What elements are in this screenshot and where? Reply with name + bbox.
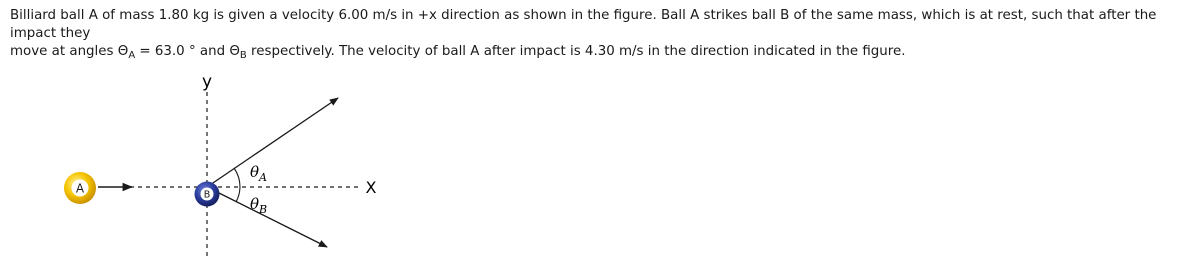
ball-b xyxy=(195,182,220,207)
theta-a-label xyxy=(250,163,267,184)
x-axis-label: X xyxy=(365,178,377,197)
theta-b-label-sub: B xyxy=(259,203,268,216)
angle-a-value: = 63.0 ° and xyxy=(135,44,230,59)
y-axis-label: y xyxy=(201,72,213,92)
theta-b-subscript: B xyxy=(239,50,247,61)
ball-a-label: A xyxy=(75,181,85,196)
ball-b-label: B xyxy=(203,189,211,201)
ball-a-exit-arrow xyxy=(207,98,338,187)
theta-b-label xyxy=(250,195,267,216)
theta-b-glyph: θ xyxy=(250,195,260,213)
ball-b-exit-arrow xyxy=(207,187,327,247)
theta-b-symbol: Θ xyxy=(229,44,240,59)
theta-a-arc xyxy=(234,168,240,187)
ball-a xyxy=(64,172,96,204)
problem-line-2-end: respectively. The velocity of ball A after impact is 4.30 m/s in the direction indicated in the figure. xyxy=(246,44,906,59)
problem-line-2-start: move at angles xyxy=(10,44,118,59)
theta-a-label-sub: A xyxy=(259,171,267,184)
theta-a-symbol: Θ xyxy=(117,44,129,59)
theta-a-glyph: θ xyxy=(250,163,260,181)
theta-b-arc xyxy=(236,187,240,202)
theta-a-subscript: A xyxy=(128,50,136,61)
problem-line-1-text: Billiard ball A of mass 1.80 kg is given a velocity 6.00 m/s in +x direction as shown in the figure. Ball A strikes ball B of the same mass, which is at rest, such that after the impact they xyxy=(10,8,1157,41)
